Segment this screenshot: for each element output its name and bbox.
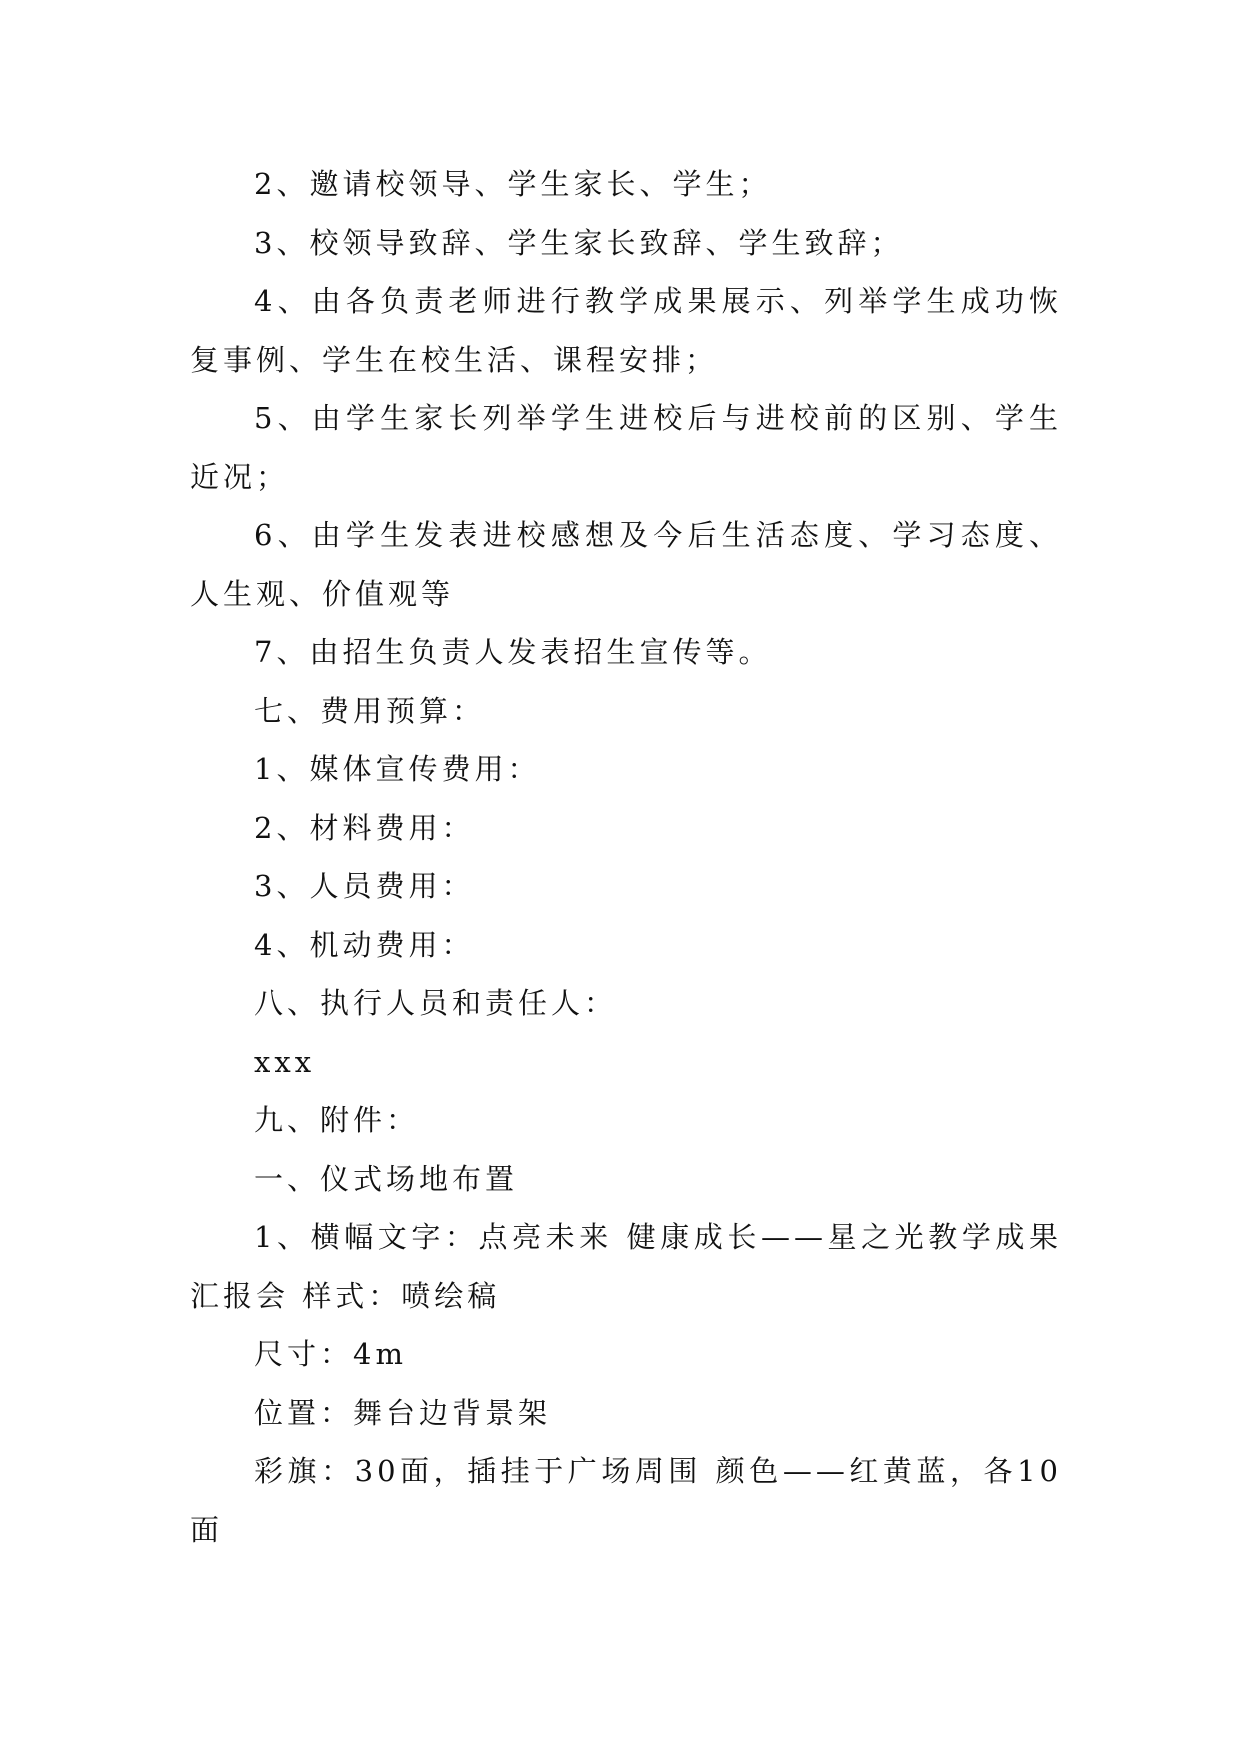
paragraph-speeches: 3、校领导致辞、学生家长致辞、学生致辞； (254, 225, 904, 260)
budget-item-materials: 2、材料费用： (254, 810, 475, 845)
paragraph-student-reflections: 6、由学生发表进校感想及今后生活态度、学习态度、人生观、价值观等 (190, 518, 1062, 611)
paragraph-banner-size: 尺寸：4m (254, 1337, 407, 1371)
paragraph-banner-text: 1、横幅文字：点亮未来 健康成长——星之光教学成果汇报会 样式：喷绘稿 (190, 1220, 1062, 1313)
document-page (190, 155, 1062, 1559)
heading-attachments: 九、附件： (254, 1103, 420, 1137)
executor-name: xxx (254, 1044, 316, 1079)
budget-item-contingency: 4、机动费用： (254, 927, 475, 962)
paragraph-flags: 彩旗：30面，插挂于广场周围 颜色——红黄蓝，各10面 (190, 1454, 1062, 1547)
heading-budget: 七、费用预算： (254, 693, 486, 728)
paragraph-enrollment-promo: 7、由招生负责人发表招生宣传等。 (254, 635, 772, 669)
paragraph-invite: 2、邀请校领导、学生家长、学生； (254, 167, 772, 201)
budget-item-media: 1、媒体宣传费用： (254, 752, 541, 786)
budget-item-personnel: 3、人员费用： (254, 869, 475, 903)
heading-executors: 八、执行人员和责任人： (254, 986, 618, 1020)
paragraph-teaching-results: 4、由各负责老师进行教学成果展示、列举学生成功恢复事例、学生在校生活、课程安排； (190, 284, 1062, 377)
heading-venue-setup: 一、仪式场地布置 (254, 1161, 519, 1196)
paragraph-parent-comparison: 5、由学生家长列举学生进校后与进校前的区别、学生近况； (190, 401, 1062, 494)
paragraph-banner-position: 位置：舞台边背景架 (254, 1395, 552, 1430)
